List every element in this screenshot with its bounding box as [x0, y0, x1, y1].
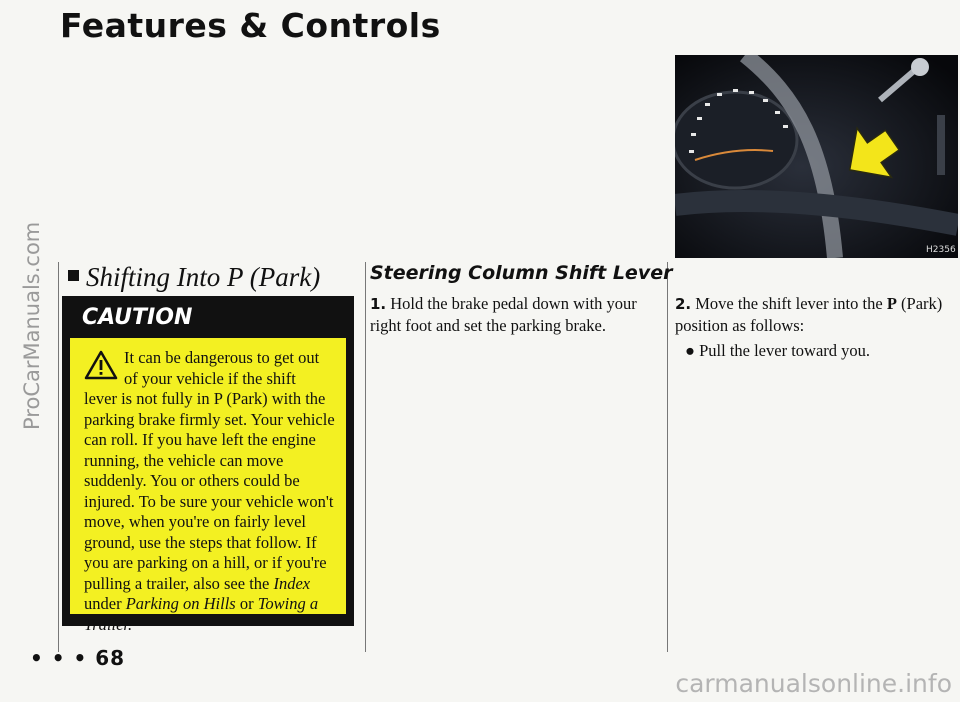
- caution-line-2: of your vehicle if the shift: [124, 368, 296, 388]
- side-watermark: ProCarManuals.com: [20, 221, 44, 430]
- caution-under: under: [84, 594, 122, 613]
- step-2-text-post: (Park) position as follows:: [675, 294, 943, 335]
- caution-title: CAUTION: [82, 305, 193, 330]
- step-2-text-pre: Move the shift lever into the: [695, 294, 883, 313]
- step-1-text: Hold the brake pedal down with your right foot and set the parking brake.: [370, 294, 637, 335]
- caution-index-word: Index: [273, 573, 311, 593]
- caution-box: [62, 296, 354, 634]
- step-1: [370, 293, 660, 336]
- caution-line-1: It can be dangerous to get out: [124, 348, 320, 367]
- caution-text: lever is not fully in P (Park) with the parking brake firmly set. Your vehicle can roll. If you have left the engine running, the vehicle can move suddenly. You or others could be injured. To be sure your vehicle won't move, when you're on fairly level ground, use the steps that follow. If you are parking on a hill, or if you're pulling a trailer, also see the: [84, 389, 335, 593]
- caution-or: or: [239, 594, 254, 613]
- step-2: [675, 293, 960, 336]
- bullet-dot-icon: ●: [685, 341, 695, 360]
- photo-code: H2356: [926, 245, 956, 255]
- column-rule-left: [58, 262, 59, 652]
- subsection-heading: Steering Column Shift Lever: [370, 262, 673, 284]
- section-heading-text: Shifting Into P (Park): [86, 262, 321, 292]
- column-rule-middle: [365, 262, 366, 652]
- page-number: [30, 646, 125, 670]
- step-1-number: 1.: [370, 295, 387, 313]
- page-title: Features & Controls: [60, 6, 441, 45]
- column-rule-right: [667, 262, 668, 652]
- caution-body: [70, 338, 346, 634]
- step-2-park-letter: P: [886, 294, 897, 313]
- shift-lever-photo: [675, 55, 958, 258]
- bullet-item: [685, 340, 870, 361]
- page-dots: • • •: [30, 646, 88, 670]
- bullet-square-icon: [68, 270, 79, 281]
- dashboard-photo-illustration: [675, 55, 958, 258]
- bottom-watermark: carmanualsonline.info: [675, 669, 952, 698]
- caution-ref-parking-hills: Parking on Hills: [125, 594, 236, 613]
- section-heading: [68, 262, 320, 293]
- caution-ref-towing: Towing a Trailer.: [84, 594, 319, 634]
- warning-triangle-icon: [84, 350, 118, 380]
- step-2-number: 2.: [675, 295, 692, 313]
- page-number-text: 68: [95, 646, 126, 670]
- bullet-text: Pull the lever toward you.: [699, 341, 871, 360]
